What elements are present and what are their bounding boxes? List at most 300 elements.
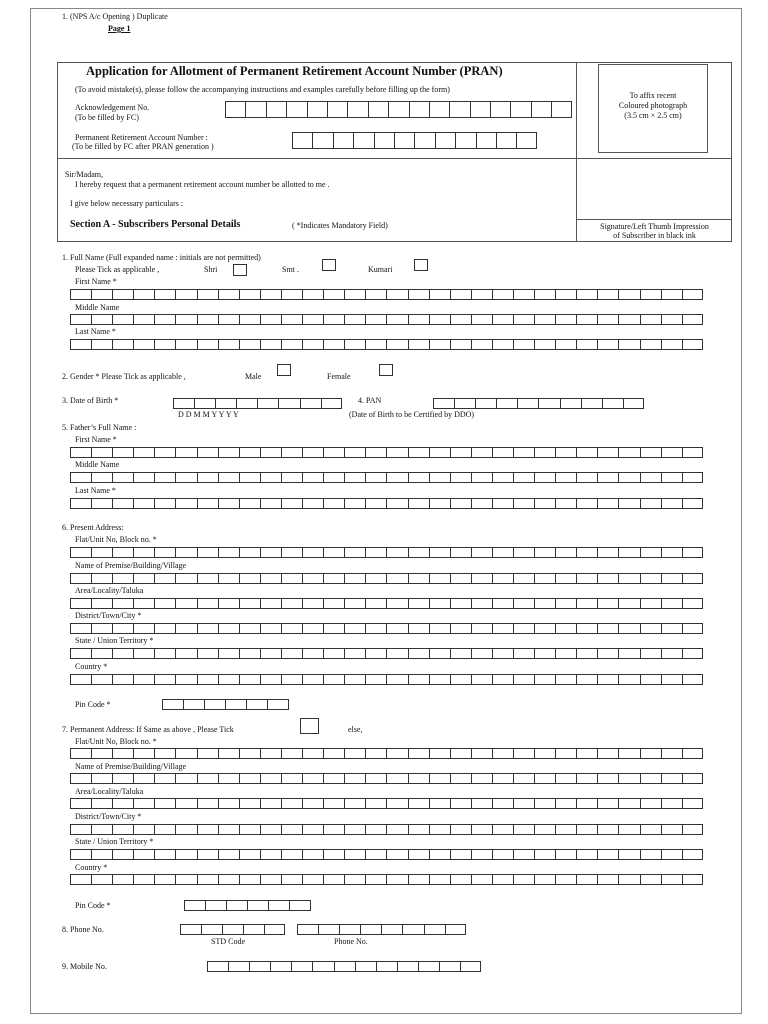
- character-cell[interactable]: [112, 674, 133, 685]
- character-cell[interactable]: [344, 798, 365, 809]
- character-cell[interactable]: [218, 824, 239, 835]
- character-cell[interactable]: [555, 573, 576, 584]
- character-cell[interactable]: [618, 289, 639, 300]
- character-cell[interactable]: [281, 289, 302, 300]
- character-cell[interactable]: [618, 849, 639, 860]
- character-cell[interactable]: [682, 824, 703, 835]
- character-cell[interactable]: [471, 623, 492, 634]
- character-cell[interactable]: [344, 824, 365, 835]
- character-cell[interactable]: [661, 849, 682, 860]
- character-cell[interactable]: [355, 961, 376, 972]
- character-cell[interactable]: [576, 289, 597, 300]
- character-cell[interactable]: [492, 472, 513, 483]
- character-cell[interactable]: [555, 798, 576, 809]
- character-cell[interactable]: [302, 648, 323, 659]
- character-cell[interactable]: [576, 547, 597, 558]
- character-cell[interactable]: [534, 573, 555, 584]
- character-cell[interactable]: [640, 623, 661, 634]
- character-cell[interactable]: [510, 101, 530, 118]
- character-cell[interactable]: [133, 674, 154, 685]
- character-cell[interactable]: [597, 598, 618, 609]
- character-cell[interactable]: [450, 598, 471, 609]
- character-cell[interactable]: [70, 498, 91, 509]
- character-cell[interactable]: [513, 748, 534, 759]
- character-cell[interactable]: [449, 101, 469, 118]
- character-cell[interactable]: [112, 498, 133, 509]
- father-last-name-field[interactable]: [70, 498, 703, 509]
- character-cell[interactable]: [517, 398, 538, 409]
- character-cell[interactable]: [450, 748, 471, 759]
- character-cell[interactable]: [239, 648, 260, 659]
- character-cell[interactable]: [496, 398, 517, 409]
- character-cell[interactable]: [266, 101, 286, 118]
- character-cell[interactable]: [91, 547, 112, 558]
- character-cell[interactable]: [281, 472, 302, 483]
- character-cell[interactable]: [555, 773, 576, 784]
- character-cell[interactable]: [281, 547, 302, 558]
- character-cell[interactable]: [386, 874, 407, 885]
- character-cell[interactable]: [365, 674, 386, 685]
- character-cell[interactable]: [197, 447, 218, 458]
- character-cell[interactable]: [281, 674, 302, 685]
- character-cell[interactable]: [555, 674, 576, 685]
- character-cell[interactable]: [682, 798, 703, 809]
- character-cell[interactable]: [618, 648, 639, 659]
- character-cell[interactable]: [112, 623, 133, 634]
- character-cell[interactable]: [513, 598, 534, 609]
- character-cell[interactable]: [560, 398, 581, 409]
- present-flat-field[interactable]: [70, 547, 703, 558]
- character-cell[interactable]: [576, 748, 597, 759]
- character-cell[interactable]: [175, 547, 196, 558]
- character-cell[interactable]: [154, 447, 175, 458]
- character-cell[interactable]: [91, 447, 112, 458]
- character-cell[interactable]: [429, 648, 450, 659]
- character-cell[interactable]: [388, 101, 408, 118]
- character-cell[interactable]: [618, 498, 639, 509]
- character-cell[interactable]: [297, 924, 318, 935]
- character-cell[interactable]: [323, 498, 344, 509]
- character-cell[interactable]: [661, 798, 682, 809]
- character-cell[interactable]: [239, 314, 260, 325]
- character-cell[interactable]: [323, 748, 344, 759]
- character-cell[interactable]: [133, 798, 154, 809]
- character-cell[interactable]: [386, 447, 407, 458]
- permanent-district-field[interactable]: [70, 824, 703, 835]
- character-cell[interactable]: [408, 472, 429, 483]
- character-cell[interactable]: [112, 573, 133, 584]
- character-cell[interactable]: [576, 773, 597, 784]
- character-cell[interactable]: [640, 798, 661, 809]
- character-cell[interactable]: [365, 339, 386, 350]
- character-cell[interactable]: [534, 498, 555, 509]
- character-cell[interactable]: [249, 961, 270, 972]
- present-pin-field[interactable]: [162, 699, 289, 710]
- character-cell[interactable]: [682, 339, 703, 350]
- character-cell[interactable]: [365, 289, 386, 300]
- character-cell[interactable]: [386, 598, 407, 609]
- character-cell[interactable]: [197, 748, 218, 759]
- character-cell[interactable]: [597, 314, 618, 325]
- character-cell[interactable]: [450, 547, 471, 558]
- character-cell[interactable]: [133, 289, 154, 300]
- character-cell[interactable]: [661, 314, 682, 325]
- character-cell[interactable]: [682, 598, 703, 609]
- character-cell[interactable]: [386, 849, 407, 860]
- character-cell[interactable]: [640, 674, 661, 685]
- character-cell[interactable]: [91, 824, 112, 835]
- character-cell[interactable]: [218, 339, 239, 350]
- character-cell[interactable]: [239, 623, 260, 634]
- character-cell[interactable]: [471, 798, 492, 809]
- character-cell[interactable]: [682, 573, 703, 584]
- character-cell[interactable]: [576, 447, 597, 458]
- character-cell[interactable]: [597, 798, 618, 809]
- character-cell[interactable]: [640, 824, 661, 835]
- character-cell[interactable]: [471, 547, 492, 558]
- character-cell[interactable]: [429, 314, 450, 325]
- character-cell[interactable]: [312, 132, 332, 149]
- character-cell[interactable]: [576, 874, 597, 885]
- character-cell[interactable]: [302, 824, 323, 835]
- character-cell[interactable]: [218, 547, 239, 558]
- character-cell[interactable]: [264, 924, 285, 935]
- character-cell[interactable]: [576, 472, 597, 483]
- character-cell[interactable]: [175, 674, 196, 685]
- character-cell[interactable]: [534, 773, 555, 784]
- permanent-premise-field[interactable]: [70, 773, 703, 784]
- character-cell[interactable]: [91, 314, 112, 325]
- character-cell[interactable]: [197, 289, 218, 300]
- same-address-checkbox[interactable]: [300, 718, 319, 734]
- character-cell[interactable]: [640, 748, 661, 759]
- character-cell[interactable]: [618, 674, 639, 685]
- character-cell[interactable]: [450, 339, 471, 350]
- character-cell[interactable]: [597, 748, 618, 759]
- character-cell[interactable]: [471, 339, 492, 350]
- character-cell[interactable]: [226, 900, 247, 911]
- character-cell[interactable]: [112, 748, 133, 759]
- character-cell[interactable]: [175, 498, 196, 509]
- character-cell[interactable]: [302, 289, 323, 300]
- character-cell[interactable]: [513, 339, 534, 350]
- character-cell[interactable]: [281, 648, 302, 659]
- character-cell[interactable]: [597, 289, 618, 300]
- character-cell[interactable]: [576, 674, 597, 685]
- character-cell[interactable]: [408, 339, 429, 350]
- character-cell[interactable]: [175, 573, 196, 584]
- character-cell[interactable]: [555, 447, 576, 458]
- character-cell[interactable]: [408, 573, 429, 584]
- character-cell[interactable]: [513, 289, 534, 300]
- character-cell[interactable]: [492, 289, 513, 300]
- character-cell[interactable]: [471, 849, 492, 860]
- character-cell[interactable]: [218, 874, 239, 885]
- character-cell[interactable]: [365, 598, 386, 609]
- character-cell[interactable]: [555, 623, 576, 634]
- character-cell[interactable]: [386, 289, 407, 300]
- character-cell[interactable]: [471, 648, 492, 659]
- character-cell[interactable]: [471, 498, 492, 509]
- character-cell[interactable]: [640, 648, 661, 659]
- character-cell[interactable]: [218, 623, 239, 634]
- character-cell[interactable]: [555, 849, 576, 860]
- character-cell[interactable]: [365, 623, 386, 634]
- character-cell[interactable]: [175, 314, 196, 325]
- character-cell[interactable]: [133, 573, 154, 584]
- character-cell[interactable]: [218, 447, 239, 458]
- character-cell[interactable]: [492, 824, 513, 835]
- character-cell[interactable]: [365, 849, 386, 860]
- smt-checkbox[interactable]: [322, 259, 336, 271]
- character-cell[interactable]: [260, 573, 281, 584]
- character-cell[interactable]: [197, 472, 218, 483]
- character-cell[interactable]: [618, 472, 639, 483]
- character-cell[interactable]: [175, 623, 196, 634]
- character-cell[interactable]: [661, 824, 682, 835]
- character-cell[interactable]: [154, 498, 175, 509]
- permanent-pin-field[interactable]: [184, 900, 311, 911]
- character-cell[interactable]: [154, 623, 175, 634]
- character-cell[interactable]: [555, 289, 576, 300]
- character-cell[interactable]: [91, 849, 112, 860]
- character-cell[interactable]: [368, 101, 388, 118]
- character-cell[interactable]: [133, 648, 154, 659]
- character-cell[interactable]: [218, 472, 239, 483]
- character-cell[interactable]: [597, 874, 618, 885]
- character-cell[interactable]: [408, 648, 429, 659]
- character-cell[interactable]: [218, 648, 239, 659]
- character-cell[interactable]: [344, 623, 365, 634]
- character-cell[interactable]: [450, 573, 471, 584]
- character-cell[interactable]: [173, 398, 194, 409]
- character-cell[interactable]: [292, 132, 312, 149]
- character-cell[interactable]: [408, 798, 429, 809]
- character-cell[interactable]: [197, 798, 218, 809]
- character-cell[interactable]: [409, 101, 429, 118]
- character-cell[interactable]: [450, 447, 471, 458]
- character-cell[interactable]: [682, 314, 703, 325]
- character-cell[interactable]: [555, 748, 576, 759]
- character-cell[interactable]: [175, 824, 196, 835]
- character-cell[interactable]: [365, 874, 386, 885]
- character-cell[interactable]: [682, 447, 703, 458]
- character-cell[interactable]: [492, 648, 513, 659]
- character-cell[interactable]: [239, 339, 260, 350]
- character-cell[interactable]: [239, 498, 260, 509]
- character-cell[interactable]: [344, 674, 365, 685]
- character-cell[interactable]: [386, 498, 407, 509]
- character-cell[interactable]: [236, 398, 257, 409]
- character-cell[interactable]: [429, 674, 450, 685]
- character-cell[interactable]: [133, 472, 154, 483]
- character-cell[interactable]: [133, 773, 154, 784]
- present-state-field[interactable]: [70, 648, 703, 659]
- character-cell[interactable]: [197, 573, 218, 584]
- character-cell[interactable]: [450, 798, 471, 809]
- character-cell[interactable]: [618, 314, 639, 325]
- character-cell[interactable]: [291, 961, 312, 972]
- character-cell[interactable]: [576, 498, 597, 509]
- character-cell[interactable]: [471, 674, 492, 685]
- character-cell[interactable]: [551, 101, 571, 118]
- character-cell[interactable]: [471, 824, 492, 835]
- character-cell[interactable]: [555, 472, 576, 483]
- character-cell[interactable]: [70, 472, 91, 483]
- character-cell[interactable]: [302, 547, 323, 558]
- character-cell[interactable]: [602, 398, 623, 409]
- character-cell[interactable]: [302, 773, 323, 784]
- character-cell[interactable]: [278, 398, 299, 409]
- character-cell[interactable]: [281, 314, 302, 325]
- character-cell[interactable]: [640, 547, 661, 558]
- character-cell[interactable]: [218, 498, 239, 509]
- character-cell[interactable]: [471, 314, 492, 325]
- character-cell[interactable]: [218, 773, 239, 784]
- character-cell[interactable]: [476, 132, 496, 149]
- character-cell[interactable]: [247, 900, 268, 911]
- character-cell[interactable]: [597, 648, 618, 659]
- character-cell[interactable]: [618, 798, 639, 809]
- character-cell[interactable]: [640, 289, 661, 300]
- character-cell[interactable]: [471, 447, 492, 458]
- character-cell[interactable]: [439, 961, 460, 972]
- character-cell[interactable]: [534, 874, 555, 885]
- character-cell[interactable]: [91, 798, 112, 809]
- character-cell[interactable]: [471, 573, 492, 584]
- character-cell[interactable]: [239, 849, 260, 860]
- character-cell[interactable]: [91, 623, 112, 634]
- character-cell[interactable]: [618, 573, 639, 584]
- character-cell[interactable]: [534, 798, 555, 809]
- character-cell[interactable]: [260, 498, 281, 509]
- character-cell[interactable]: [386, 674, 407, 685]
- permanent-flat-field[interactable]: [70, 748, 703, 759]
- character-cell[interactable]: [640, 472, 661, 483]
- character-cell[interactable]: [450, 289, 471, 300]
- character-cell[interactable]: [260, 674, 281, 685]
- character-cell[interactable]: [408, 547, 429, 558]
- character-cell[interactable]: [555, 547, 576, 558]
- character-cell[interactable]: [492, 623, 513, 634]
- character-cell[interactable]: [418, 961, 439, 972]
- character-cell[interactable]: [205, 900, 226, 911]
- character-cell[interactable]: [661, 648, 682, 659]
- character-cell[interactable]: [70, 748, 91, 759]
- character-cell[interactable]: [281, 798, 302, 809]
- character-cell[interactable]: [597, 773, 618, 784]
- character-cell[interactable]: [70, 874, 91, 885]
- character-cell[interactable]: [374, 132, 394, 149]
- first-name-field[interactable]: [70, 289, 703, 300]
- character-cell[interactable]: [197, 498, 218, 509]
- character-cell[interactable]: [513, 498, 534, 509]
- character-cell[interactable]: [516, 132, 536, 149]
- character-cell[interactable]: [154, 849, 175, 860]
- character-cell[interactable]: [175, 339, 196, 350]
- character-cell[interactable]: [70, 773, 91, 784]
- character-cell[interactable]: [661, 598, 682, 609]
- character-cell[interactable]: [154, 798, 175, 809]
- character-cell[interactable]: [218, 573, 239, 584]
- character-cell[interactable]: [154, 874, 175, 885]
- character-cell[interactable]: [682, 874, 703, 885]
- character-cell[interactable]: [344, 314, 365, 325]
- character-cell[interactable]: [618, 547, 639, 558]
- character-cell[interactable]: [496, 132, 516, 149]
- character-cell[interactable]: [218, 314, 239, 325]
- character-cell[interactable]: [70, 824, 91, 835]
- character-cell[interactable]: [386, 824, 407, 835]
- character-cell[interactable]: [281, 598, 302, 609]
- character-cell[interactable]: [661, 447, 682, 458]
- character-cell[interactable]: [239, 289, 260, 300]
- character-cell[interactable]: [334, 961, 355, 972]
- character-cell[interactable]: [347, 101, 367, 118]
- character-cell[interactable]: [318, 924, 339, 935]
- character-cell[interactable]: [576, 314, 597, 325]
- character-cell[interactable]: [91, 472, 112, 483]
- character-cell[interactable]: [534, 447, 555, 458]
- character-cell[interactable]: [429, 824, 450, 835]
- character-cell[interactable]: [471, 598, 492, 609]
- character-cell[interactable]: [534, 314, 555, 325]
- character-cell[interactable]: [471, 773, 492, 784]
- character-cell[interactable]: [576, 648, 597, 659]
- character-cell[interactable]: [218, 289, 239, 300]
- character-cell[interactable]: [281, 623, 302, 634]
- character-cell[interactable]: [112, 289, 133, 300]
- character-cell[interactable]: [534, 547, 555, 558]
- character-cell[interactable]: [257, 398, 278, 409]
- character-cell[interactable]: [661, 748, 682, 759]
- character-cell[interactable]: [597, 824, 618, 835]
- character-cell[interactable]: [260, 648, 281, 659]
- character-cell[interactable]: [513, 874, 534, 885]
- character-cell[interactable]: [222, 924, 243, 935]
- std-code-field[interactable]: [180, 924, 285, 935]
- character-cell[interactable]: [450, 648, 471, 659]
- character-cell[interactable]: [492, 573, 513, 584]
- character-cell[interactable]: [175, 798, 196, 809]
- character-cell[interactable]: [70, 623, 91, 634]
- character-cell[interactable]: [112, 339, 133, 350]
- character-cell[interactable]: [450, 773, 471, 784]
- character-cell[interactable]: [183, 699, 204, 710]
- mobile-number-field[interactable]: [207, 961, 481, 972]
- phone-number-field[interactable]: [297, 924, 466, 935]
- character-cell[interactable]: [70, 598, 91, 609]
- character-cell[interactable]: [133, 824, 154, 835]
- character-cell[interactable]: [381, 924, 402, 935]
- character-cell[interactable]: [353, 132, 373, 149]
- character-cell[interactable]: [268, 900, 289, 911]
- character-cell[interactable]: [618, 623, 639, 634]
- character-cell[interactable]: [239, 547, 260, 558]
- character-cell[interactable]: [450, 498, 471, 509]
- character-cell[interactable]: [204, 699, 225, 710]
- character-cell[interactable]: [429, 101, 449, 118]
- character-cell[interactable]: [323, 339, 344, 350]
- character-cell[interactable]: [260, 849, 281, 860]
- character-cell[interactable]: [492, 773, 513, 784]
- character-cell[interactable]: [218, 674, 239, 685]
- character-cell[interactable]: [597, 339, 618, 350]
- character-cell[interactable]: [112, 598, 133, 609]
- character-cell[interactable]: [327, 101, 347, 118]
- character-cell[interactable]: [323, 289, 344, 300]
- character-cell[interactable]: [365, 648, 386, 659]
